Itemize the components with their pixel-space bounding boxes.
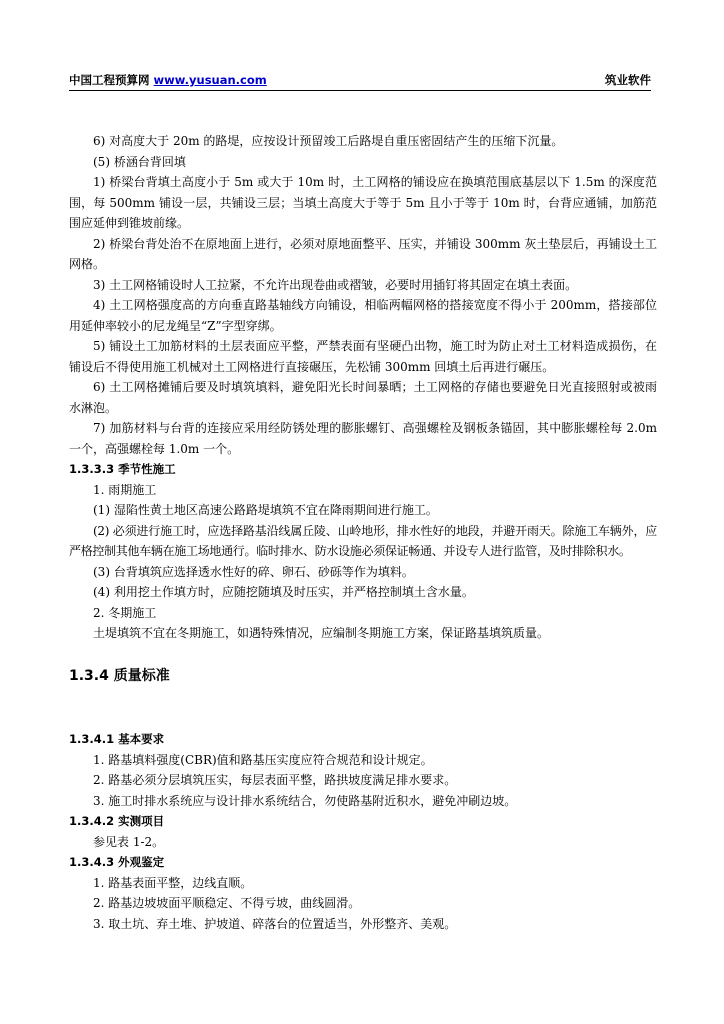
paragraph: 参见表 1-2。	[93, 834, 165, 849]
paragraph: (2) 必须进行施工时，应选择路基沿线属丘陵、山岭地形，排水性好的地段，并避开雨天。除施工车辆外，应严格控制其他车辆在施工场地通行。临时排水、防水设施必须保证畅通、并设专人进行监管，及时排除积水。	[69, 523, 657, 558]
list-item: 2. 路基边坡坡面平顺稳定、不得亏坡，曲线圆滑。	[93, 896, 361, 910]
list-item: (1) 湿陷性黄土地区高速公路路堤填筑不宜在降雨期间进行施工。	[93, 503, 438, 517]
subsection-title: (5) 桥涵台背回填	[93, 154, 186, 169]
section-heading-134: 1.3.4 质量标准	[69, 667, 170, 684]
spacer	[69, 644, 657, 666]
list-item: 1. 路基表面平整，边线直顺。	[93, 875, 253, 890]
paragraph: 1) 桥梁台背填土高度小于 5m 或大于 10m 时，土工网格的铺设应在换填范围底基层以下 1.5m 的深度范围，每 500mm 铺设一层，共铺设三层；当填土高度大于等于 5m 且小于等于 10m 时，台背应通铺，加筋范围应延伸到锥坡前缘。	[69, 175, 657, 230]
list-item: 1. 雨期施工	[93, 482, 157, 497]
list-item: 3. 施工时排水系统应与设计排水系统结合，勿使路基附近积水，避免冲刷边坡。	[93, 793, 517, 808]
list-item: 2. 路基必须分层填筑压实，每层表面平整，路拱坡度满足排水要求。	[93, 773, 457, 787]
list-item: (3) 台背填筑应选择透水性好的碎、卵石、砂砾等作为填料。	[93, 564, 414, 579]
list-item: 3. 取土坑、弃土堆、护坡道、碎落台的位置适当，外形整齐、美观。	[93, 916, 457, 931]
spacer	[69, 686, 657, 729]
document-body	[69, 131, 657, 934]
paragraph: 4) 土工网格强度高的方向垂直路基轴线方向铺设，相临两幅网格的搭接宽度不得小于 200mm，搭接部位用延伸率较小的尼龙绳呈“Z”字型穿绑。	[69, 298, 657, 333]
page-header	[69, 70, 651, 91]
paragraph: 3) 土工网格铺设时人工拉紧，不允许出现卷曲或褶皱，必要时用插钉将其固定在填土表面。	[93, 277, 578, 292]
header-brand: 筑业软件	[605, 73, 651, 87]
section-heading-1341: 1.3.4.1 基本要求	[69, 732, 165, 746]
site-name: 中国工程预算网	[69, 73, 150, 87]
paragraph: 土堤填筑不宜在冬期施工，如遇特殊情况，应编制冬期施工方案，保证路基填筑质量。	[93, 626, 550, 640]
paragraph: 5) 铺设土工加筋材料的土层表面应平整，严禁表面有坚硬凸出物，施工时为防止对土工材料造成损伤，在铺设后不得使用施工机械对土工网格进行直接碾压，先松铺 300mm 回填土后再进行碾压。	[69, 339, 657, 374]
paragraph: 6) 对高度大于 20m 的路堤，应按设计预留竣工后路堤自重压密固结产生的压缩下沉量。	[93, 134, 564, 148]
header-left	[69, 72, 267, 88]
paragraph: 2) 桥梁台背处治不在原地面上进行，必须对原地面整平、压实，并铺设 300mm 灰土垫层后，再铺设土工网格。	[69, 236, 657, 271]
paragraph: 7) 加筋材料与台背的连接应采用经防锈处理的膨胀螺钉、高强螺栓及钢板条锚固，其中膨胀螺栓每 2.0m 一个，高强螺栓每 1.0m 一个。	[69, 421, 657, 456]
list-item: 2. 冬期施工	[93, 605, 157, 620]
section-heading-1343: 1.3.4.3 外观鉴定	[69, 855, 165, 869]
section-heading-1333: 1.3.3.3 季节性施工	[69, 462, 176, 476]
paragraph: 6) 土工网格摊铺后要及时填筑填料，避免阳光长时间暴晒；土工网格的存储也要避免日光直接照射或被雨水淋泡。	[69, 380, 657, 415]
site-url-link[interactable]: www.yusuan.com	[153, 73, 267, 87]
list-item: (4) 利用挖土作填方时，应随挖随填及时压实，并严格控制填土含水量。	[93, 585, 474, 599]
section-heading-1342: 1.3.4.2 实测项目	[69, 814, 165, 828]
list-item: 1. 路基填料强度(CBR)值和路基压实度应符合规范和设计规定。	[93, 752, 433, 767]
